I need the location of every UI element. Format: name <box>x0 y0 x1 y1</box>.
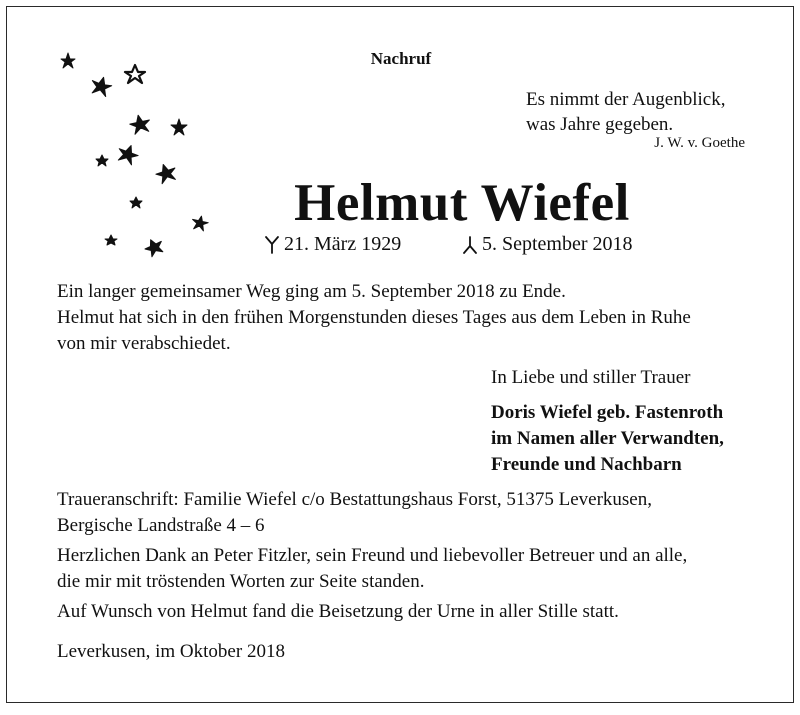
quote-author: J. W. v. Goethe <box>654 135 745 151</box>
signer-line: Freunde und Nachbarn <box>491 454 682 475</box>
address-line: Traueranschrift: Familie Wiefel c/o Bestattungshaus Forst, 51375 Leverkusen, <box>57 489 652 510</box>
death-date-group <box>462 233 633 256</box>
life-rune-icon <box>264 236 280 254</box>
text-line: von mir verabschiedet. <box>57 333 231 354</box>
obituary-notice <box>6 6 794 703</box>
star-icon <box>171 119 187 135</box>
star-icon <box>89 75 113 98</box>
thanks-text <box>57 543 687 595</box>
signers <box>491 400 724 478</box>
quote-line: Es nimmt der Augenblick, <box>526 89 726 110</box>
mourning-address <box>57 487 652 539</box>
star-icon <box>105 235 117 245</box>
goethe-quote <box>526 87 725 137</box>
star-icon <box>142 236 165 258</box>
main-text <box>57 279 691 357</box>
death-date: 5. September 2018 <box>482 233 633 255</box>
notice-heading: Nachruf <box>370 49 432 68</box>
mourning-phrase: In Liebe und stiller Trauer <box>491 367 691 388</box>
text-line: Ein langer gemeinsamer Weg ging am 5. September 2018 zu Ende. <box>57 281 566 302</box>
deceased-name: Helmut Wiefel <box>294 174 630 232</box>
burial-note: Auf Wunsch von Helmut fand die Beisetzung der Urne in aller Stille statt. <box>57 601 619 622</box>
signer-line: im Namen aller Verwandten, <box>491 428 724 449</box>
text-line: Helmut hat sich in den frühen Morgenstunden dieses Tages aus dem Leben in Ruhe <box>57 307 691 328</box>
place-and-date: Leverkusen, im Oktober 2018 <box>57 641 285 662</box>
star-icon <box>116 142 141 166</box>
star-icon <box>128 113 151 135</box>
address-line: Bergische Landstraße 4 – 6 <box>57 515 265 536</box>
quote-line: was Jahre gegeben. <box>526 114 674 135</box>
birth-date: 21. März 1929 <box>284 233 402 255</box>
thanks-line: Herzlichen Dank an Peter Fitzler, sein Freund und liebevoller Betreuer und an alle, <box>57 545 688 566</box>
birth-date-group <box>264 233 401 256</box>
star-icon <box>96 155 108 166</box>
death-rune-icon <box>462 236 478 254</box>
signer-line: Doris Wiefel geb. Fastenroth <box>491 402 724 423</box>
thanks-line: die mir mit tröstenden Worten zur Seite standen. <box>57 571 425 592</box>
